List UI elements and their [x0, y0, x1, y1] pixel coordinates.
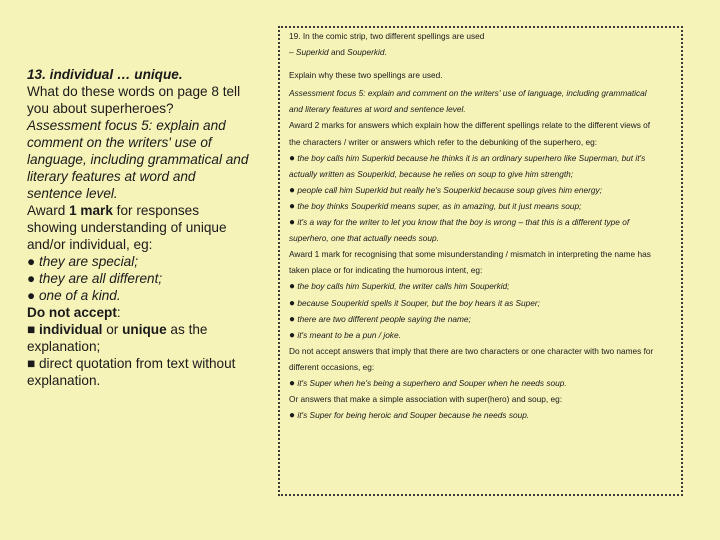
- q19-example-4b: superhero, one that actually needs soup.: [289, 233, 439, 244]
- example-text: they are all different;: [39, 271, 163, 286]
- example-text: one of a kind.: [39, 288, 121, 303]
- bullet-icon: ●: [289, 297, 296, 309]
- bullet-icon: ●: [27, 254, 36, 269]
- word-superkid: Superkid: [295, 47, 329, 58]
- q13-not-accept-2: [27, 355, 249, 389]
- example-text: it's meant to be a pun / joke.: [297, 329, 401, 340]
- q19-award1-b: taken place or for indicating the humorous intent, eg:: [289, 265, 483, 276]
- bullet-icon: ●: [289, 313, 296, 325]
- dash: –: [289, 47, 296, 58]
- q19-example-2: [289, 186, 675, 196]
- q13-focus: Assessment focus 5: explain and comment on the writers' use of language, including grammatical and literary features at word and sentence level.: [27, 118, 249, 201]
- bullet-icon: ●: [27, 288, 36, 303]
- example-text: they are special;: [39, 254, 138, 269]
- na-word-1: individual: [39, 322, 103, 337]
- q19-example-1b: actually written as Souperkid, because he relies on soup to give him strength;: [289, 168, 574, 179]
- q19-focus-a: Assessment focus 5: explain and comment on the writers' use of language, including grammatical: [289, 88, 647, 99]
- bullet-icon: ●: [289, 200, 296, 212]
- bullet-icon: ●: [289, 377, 296, 389]
- q19-or-line: Or answers that make a simple association with super(hero) and soup, eg:: [289, 394, 563, 405]
- not-accept-label: Do not accept: [27, 305, 117, 320]
- example-text: the boy thinks Souperkid means super, as in amazing, but it just means soup;: [297, 200, 582, 211]
- example-text: it's a way for the writer to let you know that the boy is wrong – that this is a different type of: [297, 217, 630, 228]
- bullet-icon: ●: [289, 184, 296, 196]
- bullet-icon: ●: [27, 271, 36, 286]
- na-text: direct quotation from text without explanation.: [27, 356, 236, 388]
- q13-example-1: [27, 253, 249, 270]
- square-bullet-icon: ■: [27, 356, 36, 371]
- q19-example-9: [289, 379, 675, 389]
- q19-example-5: [289, 282, 675, 292]
- example-text: the boy calls him Superkid because he thinks it is an ordinary superhero like Superman, but it's: [297, 152, 646, 163]
- q19-example-3: [289, 202, 675, 212]
- q13-not-accept: [27, 304, 249, 321]
- q13-question: What do these words on page 8 tell you about superheroes?: [27, 84, 241, 116]
- q19-example-1a: [289, 154, 675, 164]
- q13-example-3: [27, 287, 249, 304]
- example-text: it's Super when he's being a superhero and Souper when he needs soup.: [297, 377, 567, 388]
- q19-example-7: [289, 315, 675, 325]
- and: and: [328, 47, 348, 58]
- q13-award: [27, 202, 249, 253]
- q19-not-accept-b: different occasions, eg:: [289, 361, 375, 372]
- q19-not-accept-a: Do not accept answers that imply that there are two characters or one character with two names for: [289, 345, 654, 356]
- q19-markscheme-box: [278, 26, 683, 496]
- na-suffix: as the explanation;: [27, 322, 208, 354]
- na-word-2: unique: [122, 322, 167, 337]
- award-suffix: for responses showing understanding of unique and/or individual, eg:: [27, 203, 227, 252]
- award-marks: 1 mark: [69, 203, 113, 218]
- q19-question-line2: [289, 48, 675, 58]
- period: .: [384, 47, 387, 58]
- example-text: because Souperkid spells it Souper, but the boy hears it as Super;: [297, 297, 540, 308]
- example-text: there are two different people saying the name;: [297, 313, 471, 324]
- na-mid: or: [102, 322, 123, 337]
- not-accept-colon: :: [116, 305, 121, 320]
- q19-focus-b: and literary features at word and sentence level.: [289, 104, 466, 115]
- q19-award2-a: Award 2 marks for answers which explain how the different spellings relate to the different views of: [289, 120, 651, 131]
- bullet-icon: ●: [289, 217, 296, 229]
- bullet-icon: ●: [289, 152, 296, 164]
- q13-markscheme: [27, 66, 249, 389]
- q19-award2-b: the characters / writer or answers which refer to the debunking of the superhero, eg:: [289, 136, 598, 147]
- bullet-icon: ●: [289, 281, 296, 293]
- word-souperkid: Souperkid: [347, 47, 385, 58]
- q19-example-10: [289, 411, 675, 421]
- q19-example-8: [289, 331, 675, 341]
- square-bullet-icon: ■: [27, 322, 36, 337]
- example-text: the boy calls him Superkid, the writer calls him Souperkid;: [297, 281, 510, 292]
- example-text: it's Super for being heroic and Souper because he needs soup.: [297, 410, 530, 421]
- example-text: people call him Superkid but really he's Souperkid because soup gives him energy;: [297, 184, 602, 195]
- q19-question-line1: 19. In the comic strip, two different spellings are used: [289, 31, 485, 41]
- q19-example-6: [289, 299, 675, 309]
- bullet-icon: ●: [289, 410, 296, 422]
- q13-heading: 13. individual … unique.: [27, 67, 183, 82]
- award-prefix: Award: [27, 203, 70, 218]
- q19-instruction: Explain why these two spellings are used.: [289, 69, 443, 80]
- q19-award1-a: Award 1 mark for recognising that some misunderstanding / mismatch in interpreting the name has: [289, 249, 651, 260]
- bullet-icon: ●: [289, 329, 296, 341]
- q13-not-accept-1: [27, 321, 249, 355]
- q13-example-2: [27, 270, 249, 287]
- q19-example-4a: [289, 218, 675, 228]
